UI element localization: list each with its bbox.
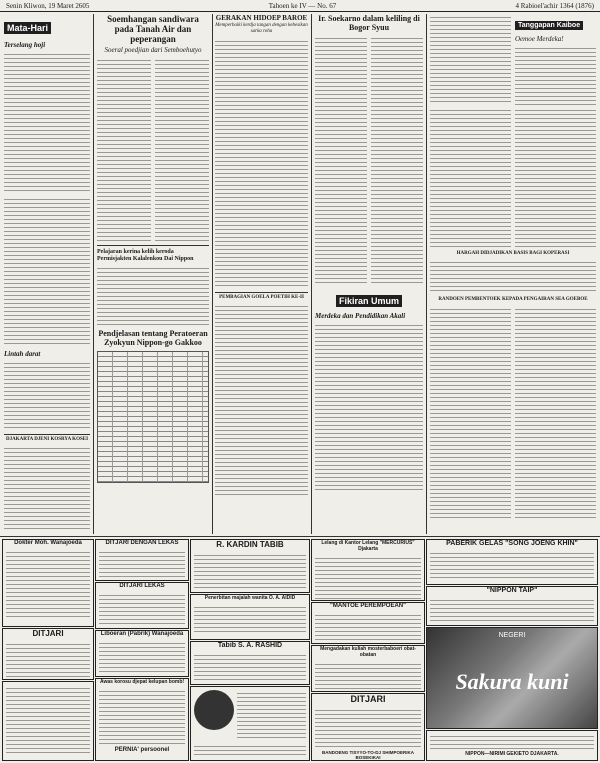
ad-title: Liboeran (Pabrik) Wanajoeda	[100, 631, 184, 637]
headline: PEMBAGIAN GOELA POETIH KE-II	[215, 292, 308, 301]
column-rule	[212, 14, 213, 534]
column-rule	[426, 14, 427, 534]
headline: Ir. Soekarno dalam keliling di Bogor Syuu	[318, 14, 420, 32]
ad-sakura-footer	[426, 730, 598, 761]
ad-rashid	[190, 641, 310, 685]
ad-title: DITJARI LEKAS	[119, 583, 165, 589]
headline: GERAKAN HIDOEP BAROE	[215, 14, 308, 22]
column-rule	[311, 14, 312, 534]
ad-medicine	[190, 686, 310, 761]
headline: Pelajaran kerina kelih keroda Permisjakten Kalalenkou Dai Nippon	[97, 249, 194, 262]
body-text	[430, 259, 596, 294]
subhead: Oemoe Merdeka!	[515, 35, 564, 43]
ad-title: PERNIA' persoonel	[114, 747, 170, 753]
schedule-table	[97, 351, 209, 483]
ad-liboeran	[95, 630, 189, 677]
body-text	[97, 265, 209, 325]
subhead: Memperbaiki kerdja tangan dengan kebesikan sarka roha	[215, 23, 308, 34]
ad-title: "NIPPON TAIP"	[486, 587, 538, 594]
section-heading: Terselang hoji	[4, 41, 46, 49]
ad-title: Tabib S. A. RASHID	[217, 642, 283, 649]
column-2	[97, 14, 209, 534]
ad-lelang	[311, 539, 425, 601]
tanggapan-kaiboe-badge: Tanggapan Kaiboe	[515, 21, 583, 30]
body-text	[4, 360, 90, 430]
ad-title: Dokter Moh. Wanajoeda	[14, 540, 82, 546]
ad-kuliah	[311, 645, 425, 692]
body-text	[4, 51, 90, 191]
ad-paberik-gelas	[426, 539, 598, 585]
body-text	[4, 445, 90, 530]
column-rule	[93, 14, 94, 534]
column-1	[4, 14, 90, 534]
header-hijri-date: 4 Rabioel'achir 1364 (1876)	[515, 1, 594, 10]
ad-ditjari	[2, 628, 94, 680]
notice-heading: HARGAH DIDJADIKAN BASIS BAGI KOPERASI	[456, 251, 570, 256]
ad-awas	[95, 678, 189, 761]
body-text	[215, 303, 308, 498]
body-text	[155, 57, 209, 242]
ad-nippon-taip	[426, 586, 598, 626]
column-3	[215, 14, 308, 534]
notice-heading: RANDOEN PEMBENTOEK KEPADA PENGAIRAN SEA GOEBOE	[438, 297, 588, 302]
body-text	[4, 196, 90, 346]
body-text	[97, 57, 151, 242]
ad-ditjari-2	[311, 693, 425, 761]
ad-ditjari-dengan-lekas	[95, 539, 189, 581]
body-text	[315, 322, 423, 492]
column-4	[315, 14, 423, 534]
subhead: Soeral poedjian dari Semboehutyo	[104, 46, 202, 54]
ad-title: DITJARI	[32, 629, 64, 638]
ad-title: R. KARDIN TABIB	[216, 540, 284, 549]
ad-title: Lelang di Kantor Lelang "MERCURIUS" Djakarta	[321, 540, 415, 552]
body-text	[515, 107, 596, 247]
body-text	[430, 107, 511, 247]
ad-dokter	[2, 539, 94, 627]
body-text	[315, 35, 367, 285]
ad-section-rule	[0, 536, 600, 537]
fikiran-umum-badge: Fikiran Umum	[336, 295, 402, 307]
ad-sakura-kuni	[426, 627, 598, 729]
section-heading: Lintah darat	[4, 350, 41, 358]
ad-small-title: NEGERI	[498, 632, 526, 639]
headline: Pendjelasan tentang Peratoeran Zyokyun Nippon-go Gakkoo	[98, 329, 208, 347]
headline: Soemhangan sandiwara pada Tanah Air dan peperangan	[107, 14, 199, 44]
body-text	[515, 45, 596, 105]
header-issue: Tahoen ke IV — No. 67	[268, 1, 337, 10]
body-text	[371, 35, 423, 285]
ad-title: Mengadakan kuliah mosterbaboeri obat-obatan	[320, 646, 416, 658]
ad-title: DITJARI	[350, 694, 386, 704]
masthead-strip	[0, 0, 600, 12]
ad-title: Awas korosu djepat kelupan bomb!	[99, 679, 185, 685]
column-5	[430, 14, 596, 534]
ad-title: PABERIK GELAS "SONG JOENG KHIN"	[446, 540, 578, 547]
ad-ditjari-lekas	[95, 582, 189, 629]
ad-footer: NIPPON—NIRIMI GEKIETO DJAKARTA.	[465, 751, 559, 757]
body-text	[515, 306, 596, 521]
section-heading: DJAKARTA DJENI KOSRYA KOSEI	[4, 434, 90, 443]
ad-title: DITJARI DENGAN LEKAS	[105, 540, 179, 546]
body-text	[430, 14, 511, 104]
body-text	[215, 38, 308, 288]
ad-title: BANDOENG TISYYO-TO-DJ SHIMPOERIKA BOSEKIKAI	[322, 750, 414, 760]
ad-mantoe	[311, 602, 425, 644]
mata-hari-badge: Mata-Hari	[4, 22, 51, 34]
ad-title: Penerbitan majalah wanita O. A. AIDID	[204, 595, 296, 601]
ad-title: "MANTOE PEREMPOEAN"	[330, 603, 406, 609]
ad-majalah	[190, 594, 310, 640]
header-date: Senin Kliwon, 19 Maret 2605	[6, 1, 90, 10]
body-text	[430, 306, 511, 521]
medicine-tin-icon	[194, 690, 234, 730]
headline: Merdeka dan Pendidikan Akali	[315, 312, 406, 320]
ad-column1-bottom	[2, 681, 94, 761]
sakura-kuni-title: Sakura kuni	[455, 669, 569, 694]
ad-kardin-tabib	[190, 539, 310, 593]
